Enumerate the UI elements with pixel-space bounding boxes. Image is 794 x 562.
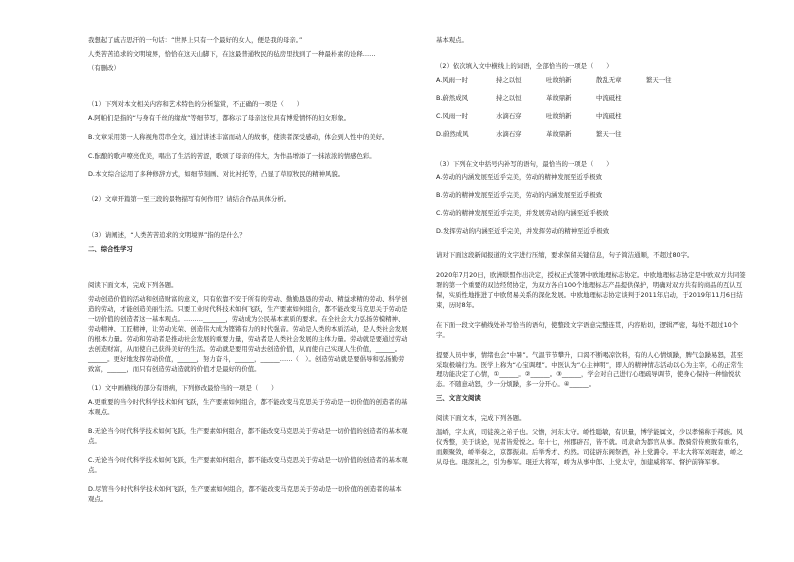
section-heading: 三、文言文阅读 — [436, 394, 481, 403]
option-d: D.本文综合运用了多种修辞方式，如细节刻画、对比衬托等，凸显了草原牧民的精神风貌。 — [88, 170, 345, 179]
question-1-stem: （1）下列对本文相关内容和艺术特色的分析鉴赏，不正确的一项是（ ） — [88, 99, 303, 108]
paragraph: 我想起了戚吉思汗的一句话：“世界上只有一个最好的女人，便是我的母亲。” — [88, 36, 303, 44]
question-4-stem: （1）文中画横线的部分有语病，下列修改最恰当的一项是（ ） — [88, 384, 278, 393]
paragraph: 基本观点。 — [436, 36, 468, 44]
news-passage: 2020年7月20日，欧洲联盟作出决定，授权正式签署中欧地理标志协定。中欧地理标志协定是中欧双方共同签署的第一个重要的双边经贸协定，为双方各自100个地理标志产品提供保护，明确对双方共有的商品的互认互保，实质性地推进了中欧贸易关系的深化发展。中欧地理标志协定谈判于2011年启动，于2019年11月6日结束，历时8年。 — [436, 271, 746, 309]
cell: 繁天一往 — [646, 75, 672, 84]
source-note: （有删改） — [88, 63, 120, 72]
reading-passage: 劳动创造价值的活动和创造财富的意义，只有依靠不安于所有的劳动、勤勤恳恳的劳动、精益求精的劳动、科学创造的劳动，才能创造美丽生活。只要工业时代科技术如何飞跃，生产要素如何组合，都不能改变马克思关于劳动是一切价值的创造者这一基本观点。………_______，劳动成为公民基本素质的要求。在全社会大力弘扬劳模精神、劳动精神、工匠精神，让劳动光荣、创造伟大成为铿锵有力的时代强音。劳动是人类的本质活动，是人类社会发展的根本力量。劳动和劳动者是推动社会发展的重要力量，劳动者是人类社会发展的主体力量。劳动就是要通过劳动去创造财富，从而使自己获得美好的生活。劳动就是要用劳动去创造价值，从而使自己实现人生价值，______。______。更好地发挥劳动价值，______，努力奋斗，______，______……（ ）。创造劳动就是要倡导和弘扬勤劳致富，______，而只有创造劳动造就的价值才是最好的价值。 — [88, 295, 408, 373]
option-d: D.尽管当今时代科学技术如何飞跃，生产要素如何组合，都不能改变马克思关于劳动是一切价值的创造者的基本观点。 — [88, 484, 402, 503]
option-row-c — [436, 112, 748, 122]
cell: 繁天一往 — [596, 129, 622, 138]
cell: C.风雨一时 — [436, 111, 469, 120]
cell: 革故鼎新 — [546, 93, 572, 102]
reading-intro: 阅读下面文本，完成下列各题。 — [436, 414, 526, 423]
left-column — [88, 36, 408, 514]
option-row-a — [436, 76, 748, 86]
cell: 散乱无章 — [596, 75, 622, 84]
cell: A.风雨一时 — [436, 75, 468, 84]
cell: 革故鼎新 — [546, 129, 572, 138]
option-row-d — [436, 130, 748, 140]
cell: D.蔚然成风 — [436, 129, 469, 138]
option-c: C.酝酿的歌声嘹亮优美，唱出了生活的苦涩，歌颂了母亲的伟大，为作品增添了一抹浓浓的情感色彩。 — [88, 151, 376, 160]
option-b: B.文章采用第一人称视角贯串全文，通过讲述丰富而动人的故事，使读者深受感动，体会到人性中的美好。 — [88, 132, 389, 141]
question-7-stem: 请对下面这段新闻报道的文字进行压缩，要求保留关键信息，句子简洁通顺，不超过80字。 — [436, 251, 694, 260]
cell: 持之以恒 — [496, 75, 522, 84]
option-row-b — [436, 94, 748, 104]
option-b: B.劳动的精神发展至近乎完美，劳动的内涵发展至近乎极致 — [436, 191, 603, 200]
cell: 中流砥柱 — [596, 93, 622, 102]
option-a: A.阿帕们是指的“与身有千丝的缘故”等细节写，都称示了母亲这位具有博爱情怀的妇女形象。 — [88, 113, 351, 122]
cell: 水滴石穿 — [496, 129, 522, 138]
question-8-stem: 在下面一段文字横线处补写恰当的语句，使整段文字语意完整连贯，内容贴切，逻辑严密，每处不超过10个字。 — [436, 320, 739, 339]
cell: 持之以恒 — [496, 93, 522, 102]
classical-passage: 温峤，字太真，司徒羡之弟子也。父憺，河东太守。峤性聪敏，有识量，博学能属文，少以孝悌称于邦族。风仪秀整，美于谈论，见者皆爱悦之。年十七，州郡辟召，皆不就。司隶命为都官从事。散骑常侍庾敳有重名，而颇聚敛，峤举奏之，京都振肃。后举秀才、灼然。司徒辟东阁祭酒，补上党潞令。平北大将军刘琨妻，峤之从母也。琨深礼之，引为参军。琨迁大将军，峤为从事中郎、上党太守，加建威将军、督护前锋军事。 — [436, 428, 743, 466]
option-a: A.劳动的内涵发展至近乎完美，劳动的精神发展至近乎极致 — [436, 173, 603, 182]
right-column — [436, 36, 748, 472]
option-c: C.无论当今时代科学技术如何飞跃，生产要素如何组合，都不能改变马克思关于劳动是一切价值的创造者的基本观点。 — [88, 456, 408, 474]
question-5-stem: （2）依次填入文中横线上的词语，全部恰当的一项是（ ） — [436, 61, 613, 70]
paragraph: 人类苦苦追求的文明境界，恰恰在这天山脚下，在这最普通牧民的毡房里找到了一种最朴素的诠释…… — [88, 49, 376, 58]
question-6-stem: （3）下列在文中括号内补写的语句，最恰当的一项是（ ） — [436, 159, 613, 168]
question-3-stem: （3）请阐述，“人类苦苦追求的文明境界”指的是什么？ — [88, 231, 246, 240]
section-heading: 二、综合性学习 — [88, 245, 133, 254]
option-c: C.劳动的精神发展至近乎完美，并发展劳动的内涵至近乎极致 — [436, 209, 609, 218]
fill-passage: 提要人员中事，情绪也会“中暑”。气温节节攀升，口渴不断喝凉饮料，有的人心情烦躁，脾气急躁易怒，甚至采取极端行为。医学上称为“心宝调理”。中医认为“心主神明”，即人的精神情志活动以心为主宰，心的正常生理功能决定了心情，①______。②______。③______，学会对自己进行心理疏导调节，使身心保持一种愉悦状态。不随意动怒，少一分烦躁，多一分开心。④______。 — [436, 350, 744, 389]
cell: 水滴石穿 — [496, 111, 522, 120]
option-d: D.发挥劳动的内涵至近乎完美，并发挥劳动的精神至近乎极致 — [436, 227, 610, 236]
option-a: A.更重要的当今时代科学技术如何飞跃，生产要素如何组合，都不能改变马克思关于劳动是一切价值的创造者的基本观点。 — [88, 398, 408, 417]
cell: B.蔚然成风 — [436, 93, 468, 102]
option-b: B.无论当今时代科学技术如何飞跃，生产要素如何组合，都不能改变马克思关于劳动是一切价值的创造者的基本观点。 — [88, 427, 408, 446]
cell: 吐故纳新 — [546, 75, 572, 84]
reading-intro: 阅读下面文本，完成下列各题。 — [88, 281, 178, 290]
question-2-stem: （2）文章开篇第一至三段的景物描写有何作用？请结合作品具体分析。 — [88, 195, 291, 204]
cell: 中流砥柱 — [596, 111, 622, 120]
cell: 吐故纳新 — [546, 111, 572, 120]
